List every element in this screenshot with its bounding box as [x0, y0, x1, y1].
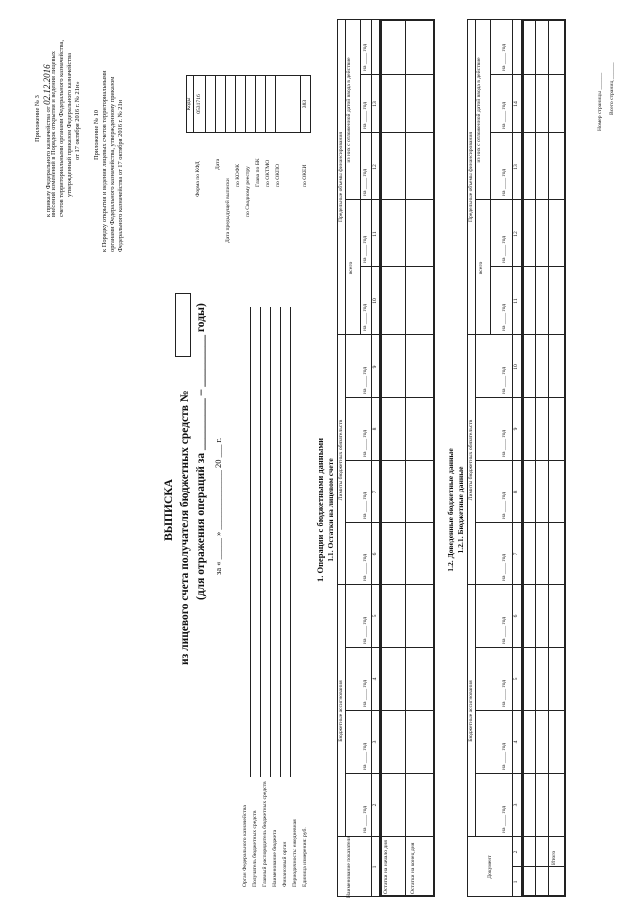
annex10-line3: органами Федерального казначейства, утвержденному приказом: [109, 76, 116, 252]
code-label-date: Дата: [215, 158, 221, 170]
col-number: 4: [513, 740, 519, 744]
cell-na: на ____ год: [501, 553, 507, 581]
doc-title: ВЫПИСКА: [163, 479, 175, 541]
code-label-okpo: по ОКПО: [275, 163, 281, 187]
page-number-label: Номер страницы ______: [597, 72, 603, 131]
field-recipient: Получатель бюджетных средств: [252, 810, 258, 887]
section1-title: 1. Операции с бюджетными данными: [315, 437, 325, 583]
col-number: 3: [513, 803, 519, 807]
col-number: 1: [513, 880, 519, 884]
col-number: 11: [513, 298, 519, 304]
col-number: 2: [372, 803, 378, 807]
cell-na: на ____ год: [362, 616, 368, 644]
col-number: 12: [513, 231, 519, 237]
field-line: [290, 307, 291, 777]
col-number: 10: [372, 298, 378, 304]
cell-na: на ____ год: [362, 43, 368, 71]
field-line: [250, 307, 251, 777]
field-main-manager: Главный распорядитель бюджетных средств: [262, 781, 268, 887]
balances-body-frame: [380, 19, 435, 897]
col-number: 4: [372, 677, 378, 681]
col-number: 10: [513, 364, 519, 370]
cell-na: на ____ год: [362, 679, 368, 707]
code-label-oktmo: по ОКТМО: [265, 159, 271, 187]
col-number: 14: [513, 101, 519, 107]
cell-na: на ____ год: [362, 742, 368, 770]
section2-sub: 1.2.1. Бюджетные данные: [456, 466, 465, 554]
deferred-header-2: из них с отложенной датой ввода в действие: [476, 57, 482, 163]
cell-na: на ____ год: [362, 553, 368, 581]
field-periodicity: Периодичность: ежедневная: [292, 819, 298, 887]
annex3-line4: счетов территориальными органами Федерального казначейства,: [58, 40, 65, 217]
row-total-label: Итого: [551, 850, 557, 865]
field-budget-name: Наименование бюджета: [272, 829, 278, 887]
cell-na: на ____ год: [362, 805, 368, 833]
col-number: 11: [372, 231, 378, 237]
field-line: [280, 307, 281, 777]
code-label-prev-date: Дата предыдущей выписки: [225, 178, 231, 243]
col-number: 7: [372, 490, 378, 494]
col-number: 9: [513, 427, 519, 431]
col-number: 5: [372, 614, 378, 618]
cell-na: на ____ год: [362, 303, 368, 331]
cell-na: на ____ год: [501, 805, 507, 833]
doc-title-line3: (для отражения операций за _________ – _________ годы): [195, 303, 207, 600]
col-number: 6: [513, 614, 519, 618]
annex10-line4: Федерального казначейства от 17 октября 2016 г. № 21н: [117, 99, 124, 252]
group-pof-header: Предельные объемы финансирования: [338, 132, 344, 222]
code-form-value: 0531716: [196, 94, 202, 114]
pages-total-label: Всего страниц ______: [609, 62, 615, 115]
total-header: всего: [348, 261, 354, 275]
col-number: 7: [513, 552, 519, 556]
code-label-registry: по Сводному реестру: [245, 166, 251, 217]
annex10-line2: к Порядку открытия и ведения лицевых счетов территориальными: [101, 70, 108, 252]
codes-header: Коды: [186, 97, 192, 111]
cell-na: на ____ год: [501, 366, 507, 394]
annex10-line1: Приложение № 10: [93, 110, 100, 160]
cell-na: на ____ год: [501, 43, 507, 71]
col-number: 13: [513, 164, 519, 170]
annex3-line3: внесения изменений в Порядок открытия и ведения лицевых: [50, 51, 57, 217]
statement-date: за « _____ » ______________ 20 ___ г.: [213, 437, 223, 575]
col-number: 5: [513, 677, 519, 681]
deferred-header: из них с отложенной датой ввода в действие: [346, 57, 352, 163]
cell-na: на ____ год: [362, 491, 368, 519]
field-unit: Единица измерения: руб.: [302, 827, 308, 887]
col-number: 8: [372, 427, 378, 431]
field-fk-organ: Орган Федерального казначейства: [242, 805, 248, 887]
cell-na: на ____ год: [501, 235, 507, 263]
group-ba-header: Бюджетные ассигнования: [338, 680, 344, 742]
field-line: [260, 307, 261, 777]
cell-na: на ____ год: [501, 101, 507, 129]
code-okei-value: 383: [302, 99, 308, 109]
group-lbo-header: Лимиты бюджетных обязательств: [338, 419, 344, 501]
col-number: 8: [513, 490, 519, 494]
cell-na: на ____ год: [501, 168, 507, 196]
annex3-line2: к приказу Федерального казначейства от 02.12.2016: [42, 64, 52, 217]
cell-na: на ____ год: [362, 101, 368, 129]
col-number: 12: [372, 164, 378, 170]
cell-na: на ____ год: [501, 429, 507, 457]
annex3-line1: Приложение № 3: [34, 95, 41, 142]
annex3-line6: от 17 октября 2016 г. № 21н»: [74, 81, 81, 160]
col-number: 3: [372, 740, 378, 744]
total-header-2: всего: [478, 261, 484, 275]
row-end-label: Остатки на конец дня: [410, 842, 416, 894]
col-number: 9: [372, 365, 378, 369]
cell-na: на ____ год: [501, 303, 507, 331]
budget-body-frame: [522, 19, 566, 897]
cell-na: на ____ год: [501, 742, 507, 770]
field-finance-organ: Финансовый орган: [282, 841, 288, 887]
code-label-okei: по ОКЕИ: [302, 164, 308, 187]
col-number: 2: [513, 850, 519, 854]
col-number: 6: [372, 552, 378, 556]
field-line: [270, 307, 271, 777]
section1-sub: 1.1. Остатки на лицевом счете: [326, 458, 335, 562]
group-pof-header-2: Предельные объемы финансирования: [468, 132, 474, 222]
doc-title-line2: из лицевого счета получателя бюджетных средств №: [179, 390, 191, 665]
col-doc-header: Документ: [487, 855, 493, 879]
code-label-bk: Глава по БК: [255, 158, 261, 187]
cell-na: на ____ год: [362, 366, 368, 394]
cell-na: на ____ год: [501, 491, 507, 519]
account-number-box[interactable]: [175, 293, 191, 357]
row-start-label: Остатки на начало дня: [383, 840, 389, 894]
group-lbo-header-2: Лимиты бюджетных обязательств: [468, 419, 474, 501]
section2-title: 1.2. Доведенные бюджетные данные: [446, 448, 455, 572]
annex3-line5: утвержденный приказом Федерального казначейства: [66, 53, 73, 197]
col-number: 1: [372, 865, 378, 869]
code-label-form: Форма по КФД: [195, 161, 201, 197]
code-label-kofk: по КОФК: [235, 163, 241, 187]
cell-na: на ____ год: [362, 429, 368, 457]
col-number: 13: [372, 101, 378, 107]
cell-na: на ____ год: [362, 168, 368, 196]
cell-na: на ____ год: [501, 616, 507, 644]
cell-na: на ____ год: [362, 235, 368, 263]
group-ba-header-2: Бюджетные ассигнования: [468, 680, 474, 742]
col-name-header: Наименование показателя: [346, 836, 352, 898]
cell-na: на ____ год: [501, 679, 507, 707]
